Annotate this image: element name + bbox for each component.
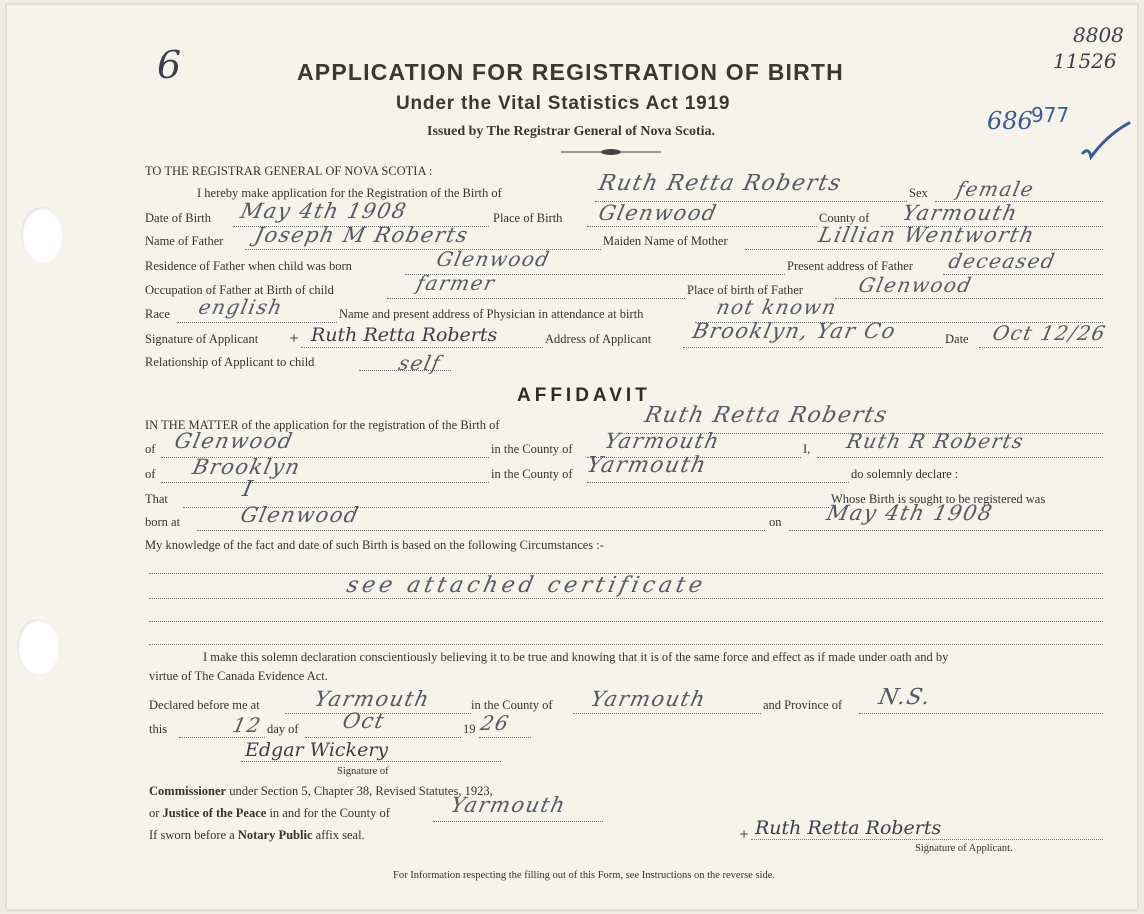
relationship-label: Relationship of Applicant to child xyxy=(145,355,315,369)
declarant-value: Ruth R Roberts xyxy=(844,429,1027,453)
jp-word: Justice of the Peace xyxy=(162,806,267,820)
punch-hole-top xyxy=(21,207,63,263)
intro-label: I hereby make application for the Registration of the Birth of xyxy=(197,186,502,200)
jp-line xyxy=(149,806,390,821)
signature-value: Ruth Retta Roberts xyxy=(311,324,498,346)
on-label: on xyxy=(769,515,782,529)
county-value: Yarmouth xyxy=(900,201,1021,225)
of1-place-value: Glenwood xyxy=(172,429,296,453)
county2-label: in the County of xyxy=(491,467,573,481)
county-label: County of xyxy=(819,211,870,225)
page-title: APPLICATION FOR REGISTRATION OF BIRTH xyxy=(297,59,844,85)
father-value: Joseph M Roberts xyxy=(252,223,472,247)
jp-rest: in and for the County of xyxy=(266,806,390,820)
physician-value: not known xyxy=(714,295,840,319)
check-mark-icon xyxy=(1077,117,1137,163)
whose-birth-text: Whose Birth is sought to be registered was xyxy=(831,492,1046,506)
sex-label: Sex xyxy=(909,186,928,200)
present-address-label: Present address of Father xyxy=(787,259,914,273)
county1-label: in the County of xyxy=(491,442,573,456)
knowledge-text: My knowledge of the fact and date of such Birth is based on the following Circumstances :- xyxy=(145,538,604,552)
dob-value: May 4th 1908 xyxy=(238,199,410,223)
of2-place-value: Brooklyn xyxy=(190,455,304,479)
notary-rest: affix seal. xyxy=(312,828,365,842)
born-at-value: Glenwood xyxy=(238,503,362,527)
of1-label: of xyxy=(145,442,156,456)
affidavit-heading: AFFIDAVIT xyxy=(517,385,651,406)
mother-value: Lillian Wentworth xyxy=(816,223,1038,247)
occupation-label: Occupation of Father at Birth of child xyxy=(145,283,334,297)
punch-hole-bottom xyxy=(17,619,59,675)
that-label: That xyxy=(145,492,168,506)
page-subtitle: Under the Vital Statistics Act 1919 xyxy=(396,93,731,114)
occupation-value: farmer xyxy=(414,271,498,295)
i-label: I, xyxy=(803,442,811,456)
county1-value: Yarmouth xyxy=(602,429,723,453)
birth-registration-form xyxy=(6,4,1138,910)
applicant-signature: Ruth Retta Roberts xyxy=(755,817,942,839)
signature-of-applicant-label: Signature of Applicant. xyxy=(915,843,1013,854)
signature-cross-icon: + xyxy=(289,331,300,345)
commissioner-line xyxy=(149,784,493,799)
solemn-text-2: virtue of The Canada Evidence Act. xyxy=(149,669,328,683)
sex-value: female xyxy=(954,177,1037,201)
county2-value: Yarmouth xyxy=(584,453,710,478)
date-value: Oct 12/26 xyxy=(990,321,1109,345)
jp-county-value: Yarmouth xyxy=(448,793,569,817)
matter-label: IN THE MATTER of the application for the registration of the Birth of xyxy=(145,418,500,432)
signature-label: Signature of Applicant xyxy=(145,332,259,346)
commissioner-signature: Edgar Wickery xyxy=(245,739,389,761)
day-value: 12 xyxy=(230,713,265,737)
commissioner-word: Commissioner xyxy=(149,784,227,798)
solemn-text: I make this solemn declaration conscientiously believing it to be true and knowing that it is of the same force and effect as if made under oath and by xyxy=(203,650,949,664)
of2-label: of xyxy=(145,467,156,481)
declared-label: Declared before me at xyxy=(149,698,260,712)
stamp-number-a: 686 xyxy=(987,107,1033,135)
in-county-label: in the County of xyxy=(471,698,553,712)
notary-line xyxy=(149,828,365,843)
present-address-value: deceased xyxy=(946,249,1059,273)
relationship-value: self xyxy=(396,351,444,375)
ornament-divider xyxy=(559,147,663,157)
stamp-number-b: 977 xyxy=(1031,103,1070,127)
day-of-label: day of xyxy=(267,722,299,736)
matter-name-value: Ruth Retta Roberts xyxy=(642,403,891,428)
notary-word: Notary Public xyxy=(237,828,313,842)
residence-label: Residence of Father when child was born xyxy=(145,259,352,273)
race-label: Race xyxy=(145,307,170,321)
child-name-value: Ruth Retta Roberts xyxy=(596,171,845,196)
this-label: this xyxy=(149,722,168,736)
pob-value: Glenwood xyxy=(596,201,720,225)
month-value: Oct xyxy=(340,709,388,733)
dob-label: Date of Birth xyxy=(145,211,211,225)
province-label: and Province of xyxy=(763,698,843,712)
mother-label: Maiden Name of Mother xyxy=(603,234,728,248)
physician-label: Name and present address of Physician in attendance at birth xyxy=(339,307,644,321)
declare-text: do solemnly declare : xyxy=(851,467,959,481)
issued-by: Issued by The Registrar General of Nova Scotia. xyxy=(427,124,716,139)
residence-value: Glenwood xyxy=(434,247,553,271)
father-pob-value: Glenwood xyxy=(856,273,975,297)
father-pob-label: Place of birth of Father xyxy=(687,283,803,297)
address-label: Address of Applicant xyxy=(545,332,652,346)
to-registrar-line: TO THE REGISTRAR GENERAL OF NOVA SCOTIA : xyxy=(145,164,433,178)
in-county-value: Yarmouth xyxy=(588,687,709,711)
date-label: Date xyxy=(945,332,969,346)
notary-prefix: If sworn before a xyxy=(149,828,238,842)
year-value: 26 xyxy=(478,711,513,735)
jp-prefix: or xyxy=(149,806,163,820)
pob-label: Place of Birth xyxy=(493,211,563,225)
on-date-value: May 4th 1908 xyxy=(824,501,996,525)
applicant-cross-icon: + xyxy=(739,827,750,841)
year-prefix: 19 xyxy=(463,722,476,736)
race-value: english xyxy=(196,295,286,319)
left-mark: 6 xyxy=(157,43,182,87)
commissioner-rest: under Section 5, Chapter 38, Revised Statutes, 1923, xyxy=(226,784,493,798)
declared-at-value: Yarmouth xyxy=(312,687,433,711)
father-label: Name of Father xyxy=(145,234,224,248)
circumstances-value: see attached certificate xyxy=(344,573,709,598)
signature-of-label: Signature of xyxy=(337,766,389,777)
address-value: Brooklyn, Yar Co xyxy=(690,319,899,343)
province-value: N.S. xyxy=(876,685,934,710)
corner-number-a: 8808 xyxy=(1073,23,1124,47)
born-at-label: born at xyxy=(145,515,181,529)
footer-note: For Information respecting the filling out of this Form, see Instructions on the reverse side. xyxy=(393,870,776,881)
corner-number-b: 11526 xyxy=(1053,49,1117,73)
that-value: I xyxy=(240,477,256,502)
